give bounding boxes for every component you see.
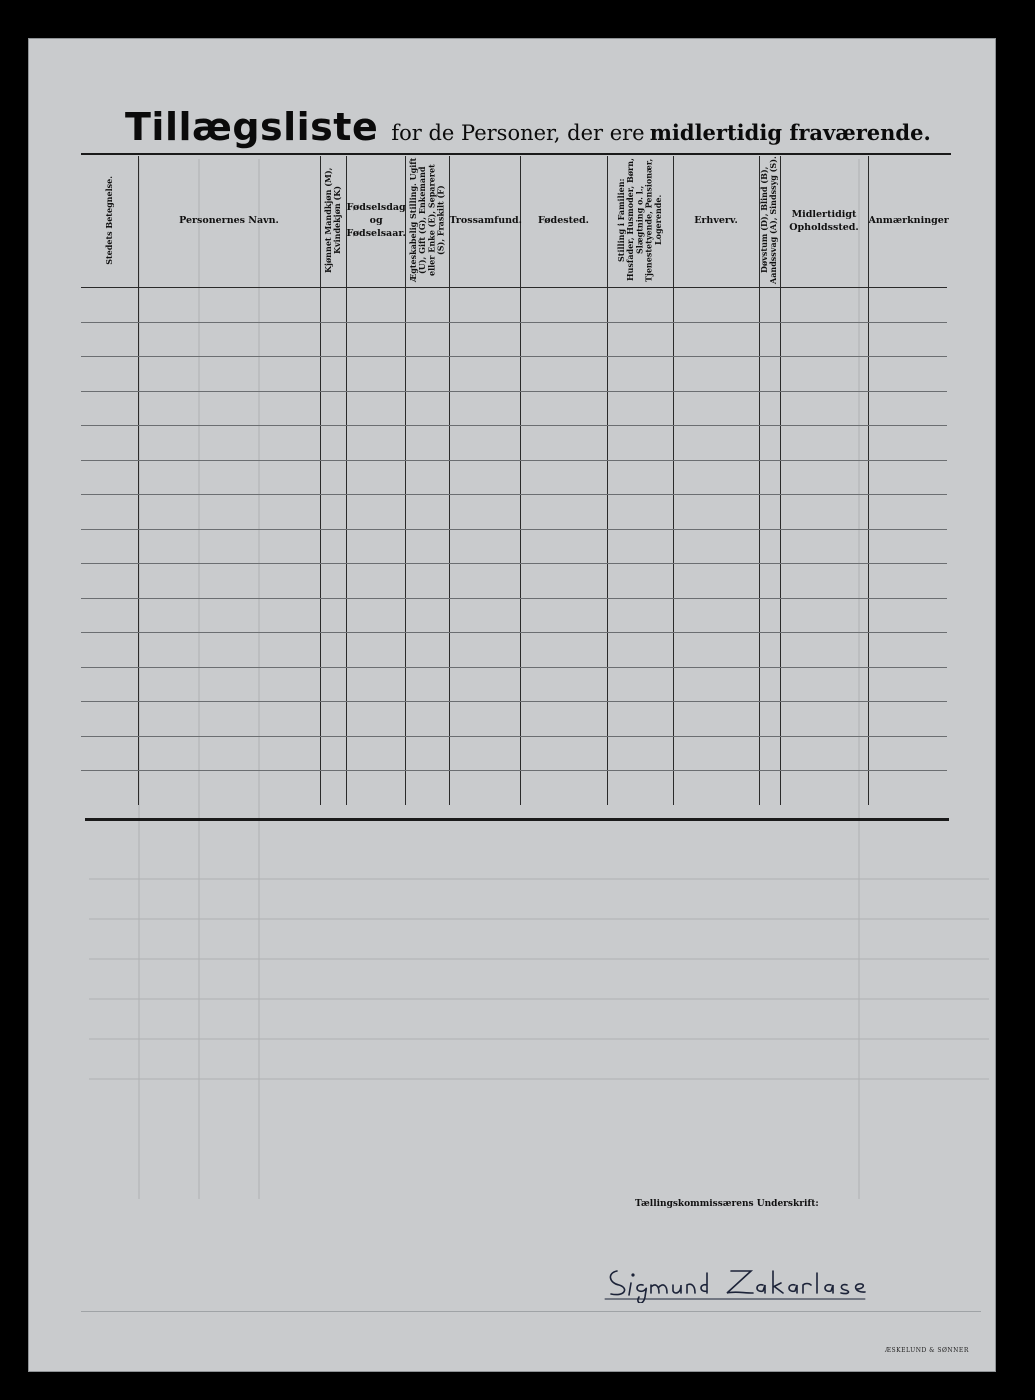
table-cell[interactable] xyxy=(81,357,138,392)
table-cell[interactable] xyxy=(449,426,520,461)
table-cell[interactable] xyxy=(607,288,673,323)
table-cell[interactable] xyxy=(607,495,673,530)
table-cell[interactable] xyxy=(673,598,759,633)
table-cell[interactable] xyxy=(780,564,868,599)
table-cell[interactable] xyxy=(673,771,759,805)
census-sheet xyxy=(28,38,996,1372)
table-cell[interactable] xyxy=(520,771,607,805)
table-cell[interactable] xyxy=(138,288,320,323)
column-header-label: Fødested. xyxy=(538,215,589,227)
table-cell[interactable] xyxy=(759,426,780,461)
table-body xyxy=(81,288,947,805)
table-cell[interactable] xyxy=(405,495,449,530)
table-cell[interactable] xyxy=(320,771,346,805)
table-cell[interactable] xyxy=(780,529,868,564)
table-cell[interactable] xyxy=(320,667,346,702)
table-cell[interactable] xyxy=(520,529,607,564)
table-cell[interactable] xyxy=(673,495,759,530)
table-cell[interactable] xyxy=(320,633,346,668)
table-cell[interactable] xyxy=(449,633,520,668)
table-cell[interactable] xyxy=(868,598,947,633)
column-header-label: Midlertidigt Opholdssted. xyxy=(789,208,859,233)
table-cell[interactable] xyxy=(673,529,759,564)
table-cell[interactable] xyxy=(868,736,947,771)
table-cell[interactable] xyxy=(449,495,520,530)
table-cell[interactable] xyxy=(520,633,607,668)
table-cell[interactable] xyxy=(81,288,138,323)
table-cell[interactable] xyxy=(449,391,520,426)
table-cell[interactable] xyxy=(607,391,673,426)
table-cell[interactable] xyxy=(868,460,947,495)
table-cell[interactable] xyxy=(673,460,759,495)
table-cell[interactable] xyxy=(759,322,780,357)
table-cell[interactable] xyxy=(780,322,868,357)
column-header-3 xyxy=(346,156,405,288)
column-header-label: Døvstum (D), Blind (B), Aandssvag (A), Sindssyg (S). xyxy=(759,156,779,284)
table-cell[interactable] xyxy=(346,633,405,668)
table-cell[interactable] xyxy=(320,529,346,564)
table-cell[interactable] xyxy=(346,736,405,771)
table-cell[interactable] xyxy=(449,736,520,771)
table-cell[interactable] xyxy=(759,288,780,323)
table-cell[interactable] xyxy=(759,667,780,702)
printer-imprint: ÆSKELUND & SØNNER xyxy=(885,1347,969,1354)
table-cell[interactable] xyxy=(520,460,607,495)
table-cell[interactable] xyxy=(81,322,138,357)
column-header-5 xyxy=(449,156,520,288)
table-cell[interactable] xyxy=(320,391,346,426)
table-cell[interactable] xyxy=(81,598,138,633)
table-cell[interactable] xyxy=(520,564,607,599)
table-cell[interactable] xyxy=(346,529,405,564)
column-header-label: Personernes Navn. xyxy=(179,215,279,227)
header-row xyxy=(81,156,947,288)
table-cell[interactable] xyxy=(81,529,138,564)
table-cell[interactable] xyxy=(405,288,449,323)
table-cell[interactable] xyxy=(81,426,138,461)
table-cell[interactable] xyxy=(346,771,405,805)
table-bottom-rule xyxy=(85,818,949,821)
column-header-4 xyxy=(405,156,449,288)
table-cell[interactable] xyxy=(868,322,947,357)
table-row xyxy=(81,702,947,737)
table-cell[interactable] xyxy=(405,633,449,668)
table-cell[interactable] xyxy=(673,391,759,426)
table-cell[interactable] xyxy=(868,564,947,599)
table-cell[interactable] xyxy=(346,391,405,426)
table-cell[interactable] xyxy=(607,633,673,668)
table-cell[interactable] xyxy=(780,460,868,495)
table-cell[interactable] xyxy=(138,322,320,357)
table-cell[interactable] xyxy=(320,598,346,633)
table-cell[interactable] xyxy=(520,322,607,357)
table-cell[interactable] xyxy=(868,357,947,392)
table-row xyxy=(81,288,947,323)
column-header-10 xyxy=(780,156,868,288)
table-cell[interactable] xyxy=(405,564,449,599)
census-table xyxy=(81,156,947,805)
table-cell[interactable] xyxy=(138,564,320,599)
table-cell[interactable] xyxy=(405,771,449,805)
table-cell[interactable] xyxy=(759,391,780,426)
table-cell[interactable] xyxy=(81,667,138,702)
table-cell[interactable] xyxy=(780,667,868,702)
table-cell[interactable] xyxy=(405,357,449,392)
table-cell[interactable] xyxy=(868,633,947,668)
table-cell[interactable] xyxy=(320,564,346,599)
table-cell[interactable] xyxy=(346,702,405,737)
column-header-label: Stilling i Familien: Husfader, Husmoder, Børn, Slægtning o. l., Tjenestetyende, Pensionær, Logerende. xyxy=(616,158,663,282)
table-cell[interactable] xyxy=(405,598,449,633)
table-cell[interactable] xyxy=(346,495,405,530)
table-cell[interactable] xyxy=(520,495,607,530)
table-cell[interactable] xyxy=(520,736,607,771)
column-header-label: Kjønnet Mandkjøn (M), Kvindekjøn (K) xyxy=(322,167,342,273)
table-cell[interactable] xyxy=(449,288,520,323)
table-cell[interactable] xyxy=(520,391,607,426)
table-cell[interactable] xyxy=(780,598,868,633)
table-cell[interactable] xyxy=(405,460,449,495)
table-cell[interactable] xyxy=(81,391,138,426)
table-cell[interactable] xyxy=(868,426,947,461)
table-cell[interactable] xyxy=(780,391,868,426)
table-cell[interactable] xyxy=(868,495,947,530)
table-row xyxy=(81,357,947,392)
column-header-8 xyxy=(673,156,759,288)
table-cell[interactable] xyxy=(520,426,607,461)
column-header-label: Anmærkninger xyxy=(868,215,949,227)
table-cell[interactable] xyxy=(138,736,320,771)
table-cell[interactable] xyxy=(673,667,759,702)
table-cell[interactable] xyxy=(405,667,449,702)
handwritten-signature xyxy=(603,1263,873,1303)
table-cell[interactable] xyxy=(607,460,673,495)
table-row xyxy=(81,564,947,599)
table-cell[interactable] xyxy=(81,460,138,495)
table-cell[interactable] xyxy=(520,288,607,323)
table-cell[interactable] xyxy=(138,702,320,737)
table-cell[interactable] xyxy=(320,702,346,737)
column-header-label: Stedets Betegnelse. xyxy=(103,175,114,265)
page-title xyxy=(125,105,931,149)
table-cell[interactable] xyxy=(673,702,759,737)
table-cell[interactable] xyxy=(759,771,780,805)
table-cell[interactable] xyxy=(759,736,780,771)
table-cell[interactable] xyxy=(81,495,138,530)
table-cell[interactable] xyxy=(138,391,320,426)
table-cell[interactable] xyxy=(673,564,759,599)
table-cell[interactable] xyxy=(449,771,520,805)
signature-label: Tællingskommissærens Underskrift: xyxy=(635,1199,819,1209)
table-cell[interactable] xyxy=(346,426,405,461)
table-cell[interactable] xyxy=(449,667,520,702)
table-cell[interactable] xyxy=(780,702,868,737)
table-cell[interactable] xyxy=(81,564,138,599)
table-cell[interactable] xyxy=(607,598,673,633)
table-cell[interactable] xyxy=(673,426,759,461)
table-row xyxy=(81,426,947,461)
header-rule xyxy=(81,153,951,155)
table-cell[interactable] xyxy=(138,633,320,668)
table-cell[interactable] xyxy=(346,667,405,702)
table-cell[interactable] xyxy=(405,426,449,461)
table-cell[interactable] xyxy=(868,391,947,426)
table-cell[interactable] xyxy=(138,771,320,805)
table-cell[interactable] xyxy=(346,322,405,357)
table-cell[interactable] xyxy=(405,529,449,564)
table-row xyxy=(81,529,947,564)
table-cell[interactable] xyxy=(780,495,868,530)
table-cell[interactable] xyxy=(607,426,673,461)
table-cell[interactable] xyxy=(405,391,449,426)
table-cell[interactable] xyxy=(607,564,673,599)
table-cell[interactable] xyxy=(320,426,346,461)
table-cell[interactable] xyxy=(868,667,947,702)
table-row xyxy=(81,667,947,702)
table-cell[interactable] xyxy=(138,598,320,633)
table-cell[interactable] xyxy=(81,771,138,805)
column-header-0 xyxy=(81,156,138,288)
column-header-label: Fødselsdag og Fødselsaar. xyxy=(346,202,406,239)
title-middle: for de Personer, der ere xyxy=(391,121,645,145)
table-cell[interactable] xyxy=(673,736,759,771)
table-cell[interactable] xyxy=(607,357,673,392)
table-row xyxy=(81,460,947,495)
table-cell[interactable] xyxy=(868,771,947,805)
table-cell[interactable] xyxy=(520,357,607,392)
table-cell[interactable] xyxy=(673,633,759,668)
table-cell[interactable] xyxy=(780,426,868,461)
table-cell[interactable] xyxy=(405,702,449,737)
table-cell[interactable] xyxy=(607,702,673,737)
table-cell[interactable] xyxy=(138,426,320,461)
table-cell[interactable] xyxy=(138,667,320,702)
table-cell[interactable] xyxy=(673,322,759,357)
column-header-9 xyxy=(759,156,780,288)
table-cell[interactable] xyxy=(320,460,346,495)
table-cell[interactable] xyxy=(81,633,138,668)
table-cell[interactable] xyxy=(868,702,947,737)
table-cell[interactable] xyxy=(868,529,947,564)
table-cell[interactable] xyxy=(81,736,138,771)
table-row xyxy=(81,633,947,668)
table-cell[interactable] xyxy=(346,598,405,633)
table-cell[interactable] xyxy=(346,460,405,495)
table-cell[interactable] xyxy=(780,288,868,323)
table-cell[interactable] xyxy=(520,598,607,633)
table-cell[interactable] xyxy=(759,564,780,599)
column-header-label: Trossamfund. xyxy=(449,215,522,227)
column-header-7 xyxy=(607,156,673,288)
table-cell[interactable] xyxy=(449,702,520,737)
table-cell[interactable] xyxy=(320,736,346,771)
table-cell[interactable] xyxy=(520,702,607,737)
column-header-6 xyxy=(520,156,607,288)
table-cell[interactable] xyxy=(780,736,868,771)
table-cell[interactable] xyxy=(759,495,780,530)
table-cell[interactable] xyxy=(520,667,607,702)
table-cell[interactable] xyxy=(607,771,673,805)
table-cell[interactable] xyxy=(449,322,520,357)
table-cell[interactable] xyxy=(759,529,780,564)
table-cell[interactable] xyxy=(346,288,405,323)
table-cell[interactable] xyxy=(320,357,346,392)
table-cell[interactable] xyxy=(449,598,520,633)
table-row xyxy=(81,598,947,633)
column-header-2 xyxy=(320,156,346,288)
table-cell[interactable] xyxy=(138,495,320,530)
table-cell[interactable] xyxy=(81,702,138,737)
table-cell[interactable] xyxy=(405,736,449,771)
table-cell[interactable] xyxy=(759,633,780,668)
table-row xyxy=(81,495,947,530)
table-cell[interactable] xyxy=(346,357,405,392)
table-cell[interactable] xyxy=(673,288,759,323)
table-row xyxy=(81,736,947,771)
table-cell[interactable] xyxy=(449,460,520,495)
table-cell[interactable] xyxy=(759,598,780,633)
column-header-label: Ægteskabelig Stilling. Ugift (U), Gift (G), Enkemand eller Enke (E), Separeret (S), Fraskilt (F) xyxy=(407,157,446,283)
table-row xyxy=(81,391,947,426)
table-cell[interactable] xyxy=(868,288,947,323)
column-header-1 xyxy=(138,156,320,288)
table-cell[interactable] xyxy=(759,460,780,495)
table-cell[interactable] xyxy=(449,529,520,564)
title-main: Tillægsliste xyxy=(125,105,379,149)
table-cell[interactable] xyxy=(138,460,320,495)
table-cell[interactable] xyxy=(607,529,673,564)
table-cell[interactable] xyxy=(759,702,780,737)
table-cell[interactable] xyxy=(780,771,868,805)
table-cell[interactable] xyxy=(320,495,346,530)
column-header-label: Erhverv. xyxy=(694,215,738,227)
column-header-11 xyxy=(868,156,947,288)
table-cell[interactable] xyxy=(607,322,673,357)
table-cell[interactable] xyxy=(346,564,405,599)
table-cell[interactable] xyxy=(607,736,673,771)
title-emphasis: midlertidig fraværende. xyxy=(649,120,931,145)
table-cell[interactable] xyxy=(405,322,449,357)
table-cell[interactable] xyxy=(138,529,320,564)
table-cell[interactable] xyxy=(320,288,346,323)
table-cell[interactable] xyxy=(449,357,520,392)
table-cell[interactable] xyxy=(673,357,759,392)
table-cell[interactable] xyxy=(138,357,320,392)
table-cell[interactable] xyxy=(780,633,868,668)
table-cell[interactable] xyxy=(780,357,868,392)
table-cell[interactable] xyxy=(759,357,780,392)
table-cell[interactable] xyxy=(449,564,520,599)
table-cell[interactable] xyxy=(320,322,346,357)
table-row xyxy=(81,322,947,357)
table-cell[interactable] xyxy=(607,667,673,702)
footer-rule xyxy=(81,1311,981,1312)
table-row xyxy=(81,771,947,805)
